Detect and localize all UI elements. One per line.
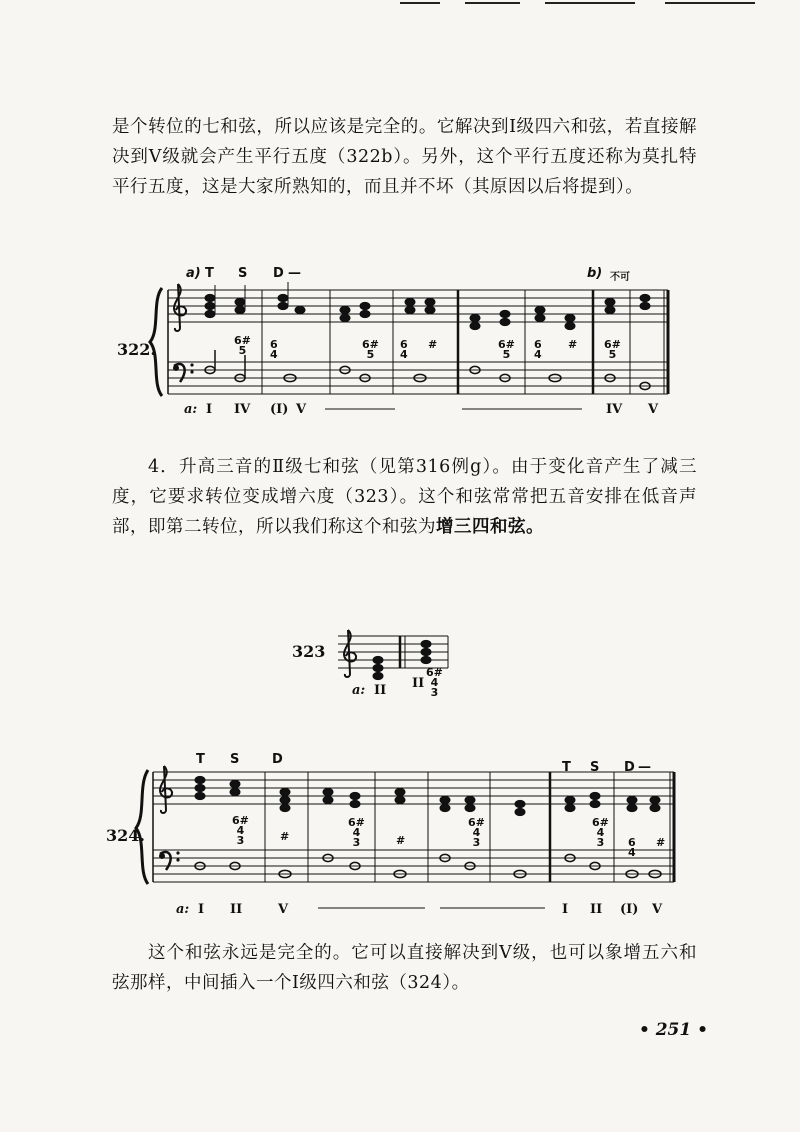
- roman-numeral: IV: [234, 402, 251, 417]
- figured-bass: 6# 4 3: [592, 816, 609, 849]
- figured-bass: 6# 5: [498, 338, 515, 361]
- paragraph-2-body: 4．升高三音的Ⅱ级七和弦（见第316例g）。由于变化音产生了减三度，它要求转位变成增六度（323）。这个和弦常常把五音安排在低音声部，即第二转位，所以我们称这个和弦为: [112, 457, 697, 537]
- roman-numeral: II: [590, 902, 603, 917]
- figured-bass: 6 4: [270, 338, 278, 361]
- paragraph-2-term: 增三四和弦。: [436, 517, 544, 537]
- roman-numeral: V: [296, 402, 307, 417]
- function-label: D: [273, 266, 284, 281]
- roman-numeral: V: [278, 902, 289, 917]
- roman-numeral: (I): [270, 402, 289, 417]
- function-label: —: [288, 266, 301, 281]
- bass-clef-icon: [173, 363, 194, 382]
- roman-numeral: IV: [606, 402, 623, 417]
- figured-bass: 6 4: [400, 338, 408, 361]
- treble-clef-icon: [344, 630, 356, 677]
- function-label: T: [196, 752, 205, 767]
- figured-bass: 6 4: [534, 338, 542, 361]
- figured-bass: #: [280, 830, 290, 843]
- figured-bass: 6# 4 3: [348, 816, 365, 849]
- function-label: S: [590, 760, 600, 775]
- figured-bass: 6# 4 3: [468, 816, 485, 849]
- treble-clef-icon: [160, 766, 172, 813]
- figured-bass: #: [428, 338, 438, 351]
- figured-bass: 6# 4 3: [426, 666, 443, 699]
- roman-numeral: I: [206, 402, 213, 417]
- figured-bass: 6# 4 3: [232, 814, 249, 847]
- roman-numeral: (I): [620, 902, 639, 917]
- example-322-label-a: a): [186, 266, 201, 281]
- key-label: a:: [352, 683, 366, 698]
- function-label: T: [205, 266, 214, 281]
- roman-numeral: V: [652, 902, 663, 917]
- bass-clef-icon: [159, 851, 180, 870]
- figured-bass: 6 4: [628, 836, 636, 859]
- treble-clef-icon: [174, 284, 186, 331]
- roman-numeral: II: [374, 683, 387, 698]
- page-number: • 251 •: [638, 1020, 708, 1040]
- example-322-number: 322.: [117, 340, 156, 359]
- roman-numeral: II: [230, 902, 243, 917]
- roman-numeral: V: [648, 402, 659, 417]
- function-label: T: [562, 760, 571, 775]
- function-label: D: [272, 752, 283, 767]
- function-label: D: [624, 760, 635, 775]
- roman-numeral: I: [562, 902, 569, 917]
- example-322-label-b: b): [587, 266, 603, 281]
- paragraph-1-text: 是个转位的七和弦，所以应该是完全的。它解决到Ⅰ级四六和弦，若直接解决到Ⅴ级就会产生平行五度（322b）。另外，这个平行五度还称为莫扎特平行五度，这是大家所熟知的，而且并不坏（其原因以后将提到）。: [112, 117, 697, 197]
- figured-bass: 6# 5: [234, 334, 251, 357]
- figured-bass: 6# 5: [362, 338, 379, 361]
- figured-bass: #: [656, 836, 666, 849]
- roman-numeral: I: [198, 902, 205, 917]
- key-label: a:: [184, 402, 198, 417]
- key-label: a:: [176, 902, 190, 917]
- figured-bass: 6# 5: [604, 338, 621, 361]
- figured-bass: #: [396, 834, 406, 847]
- function-label: S: [238, 266, 248, 281]
- example-323-number: 323: [292, 642, 326, 661]
- paragraph-3-text: 这个和弦永远是完全的。它可以直接解决到Ⅴ级，也可以象增五六和弦那样，中间插入一个Ⅰ级四六和弦（324）。: [112, 943, 697, 993]
- function-label: —: [638, 760, 651, 775]
- roman-numeral: II: [412, 676, 425, 691]
- function-label: S: [230, 752, 240, 767]
- example-324-number: 324.: [106, 826, 145, 845]
- example-322-label-b-note: 不可: [610, 272, 630, 283]
- figured-bass: #: [568, 338, 578, 351]
